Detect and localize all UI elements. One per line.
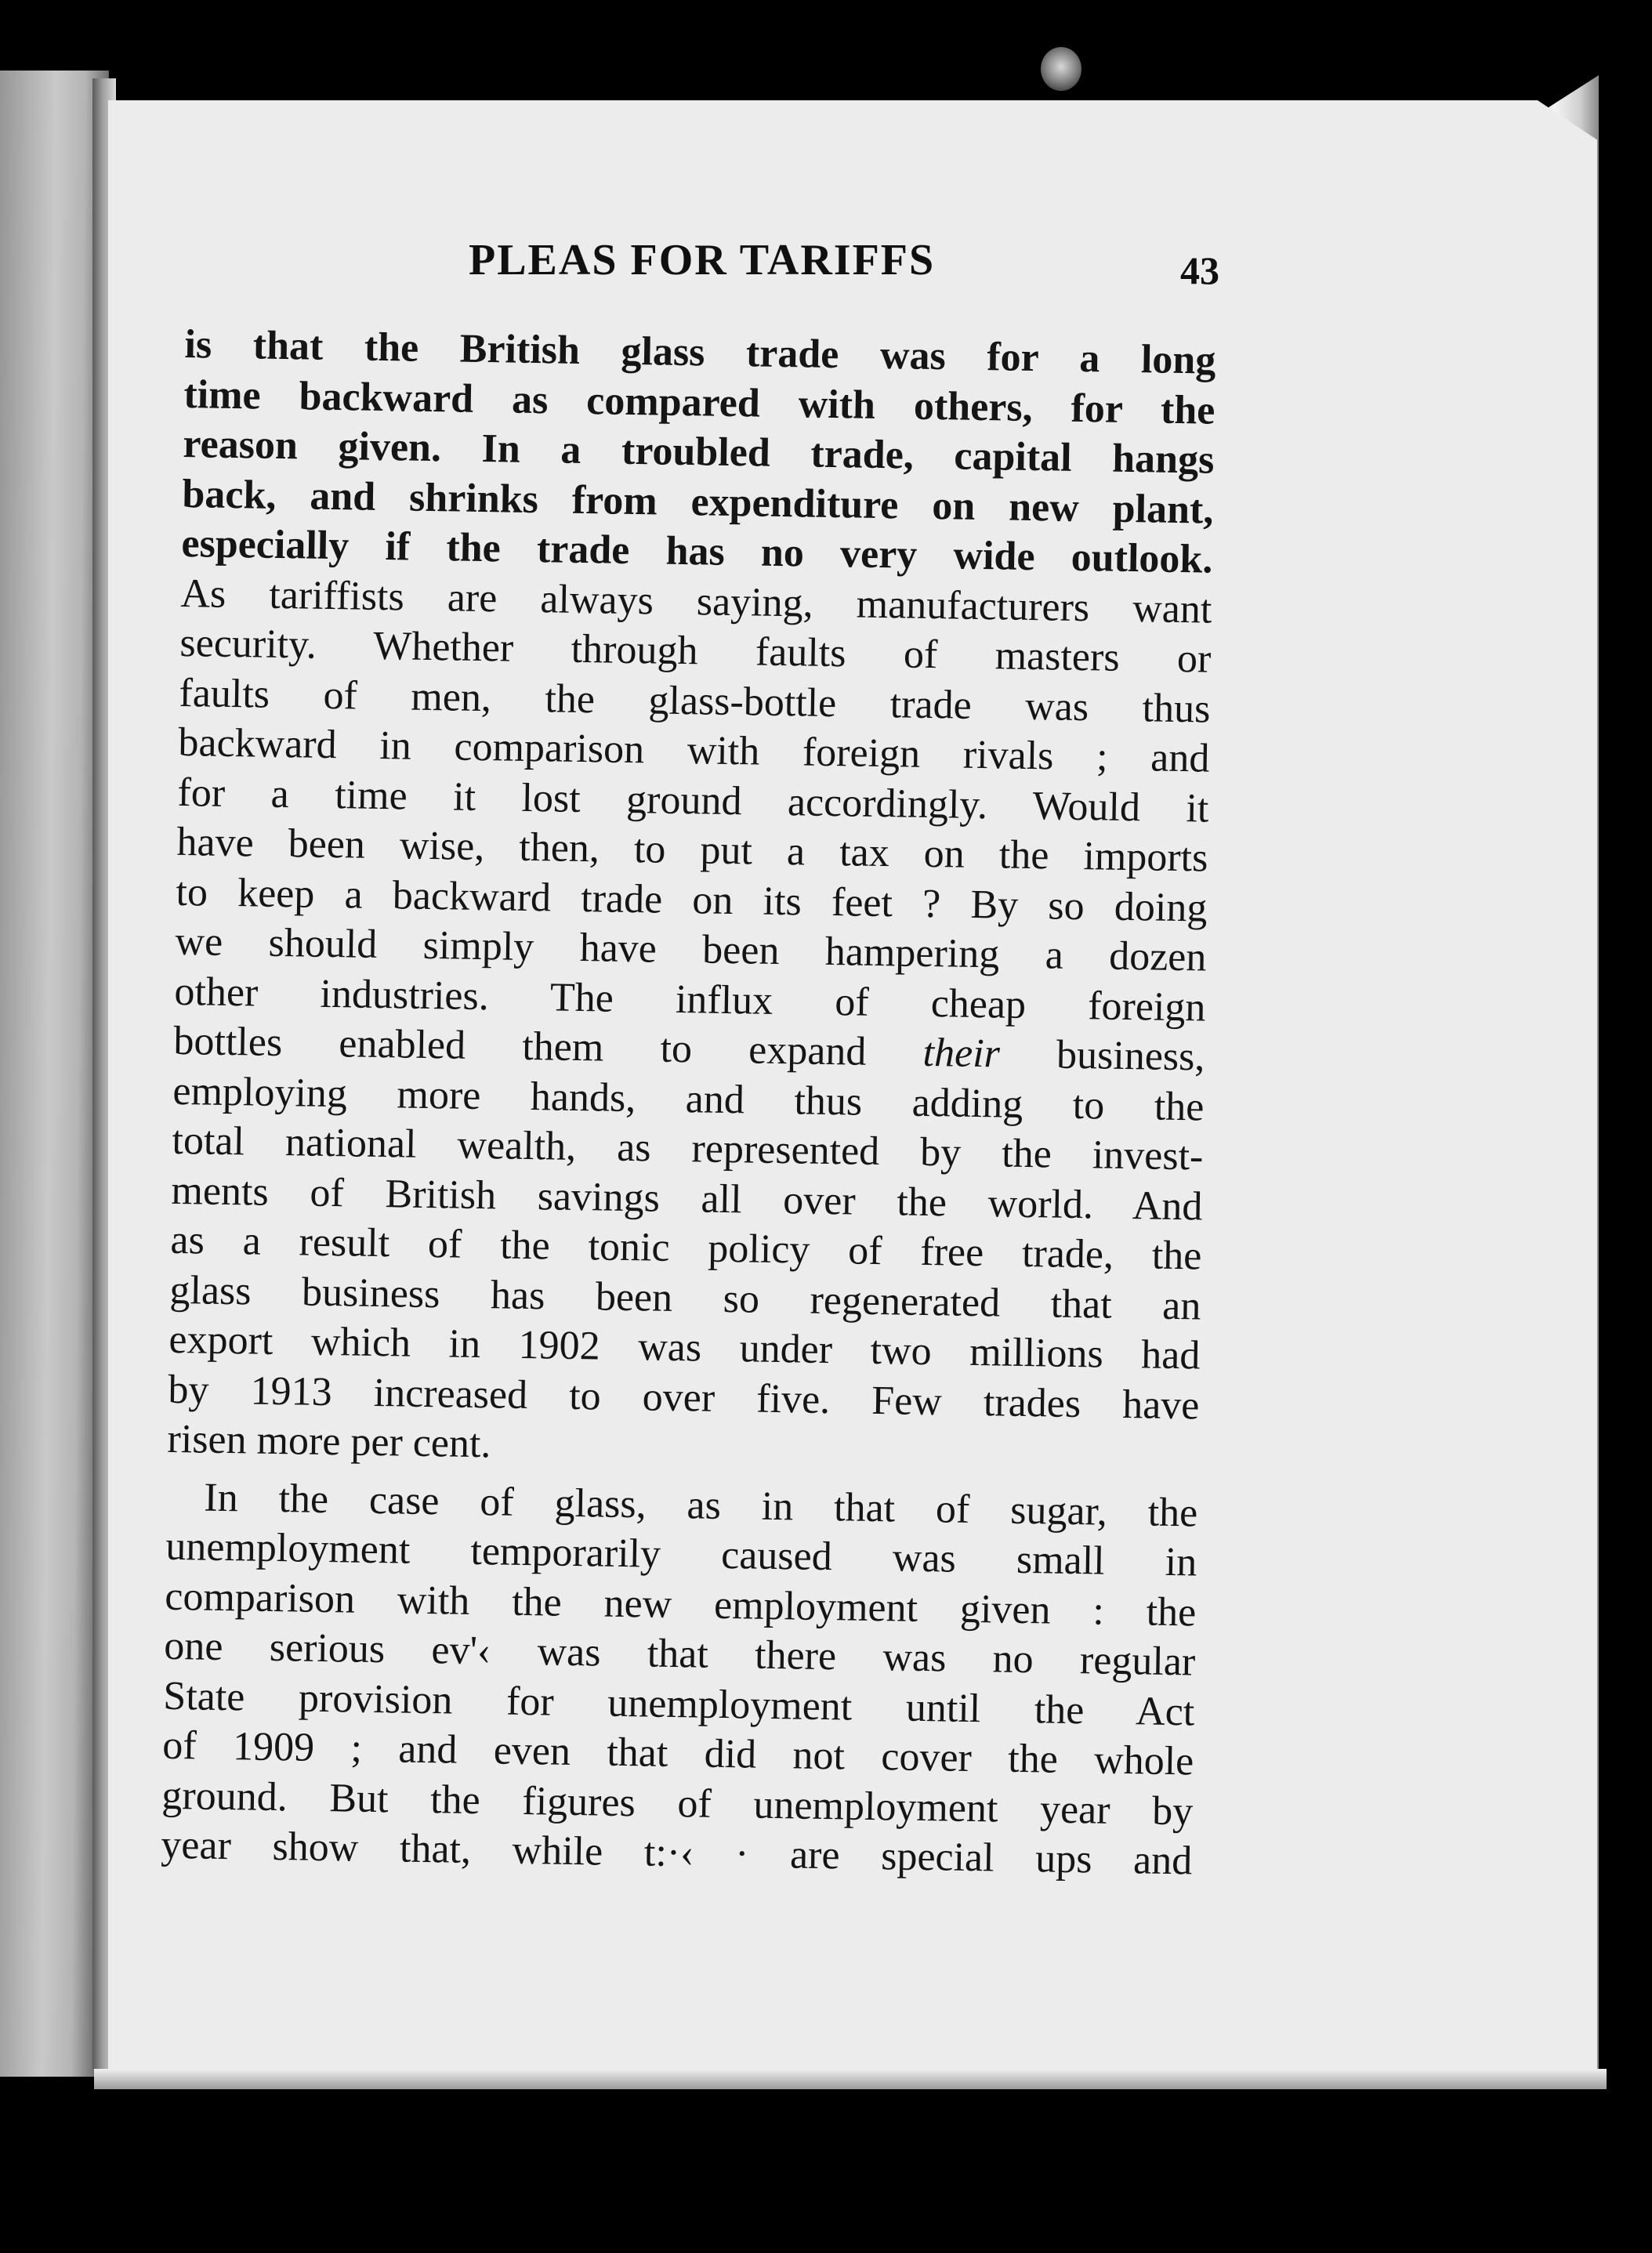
text-line: security. Whether through faults of masters or [179,620,1212,682]
text-line: export which in 1902 was under two millions had [168,1317,1201,1378]
text-line: total national wealth, as represented by the invest- [172,1117,1204,1179]
text-line: reason given. In a troubled trade, capital hangs [183,421,1215,483]
text-line: especially if the trade has no very wide outlook. [181,520,1213,582]
text-line: have been wise, then, to put a tax on the imports [176,819,1208,881]
text-line: of 1909 ; and even that did not cover the whole [161,1722,1194,1784]
text-line: unemployment temporarily caused was small in [165,1523,1197,1585]
text-line: by 1913 increased to over five. Few trades have [168,1367,1200,1428]
text-line: As tariffists are always saying, manufacturers want [180,570,1212,632]
text-line: ments of British savings all over the world. And [171,1168,1203,1230]
text-line: glass business has been so regenerated that an [169,1267,1201,1329]
text-line: State provision for unemployment until the Act [162,1673,1195,1734]
body-text [161,320,1216,1886]
text-line: time backward as compared with others, for the [183,371,1215,433]
text-line: as a result of the tonic policy of free trade, the [170,1217,1202,1279]
paragraph-first-line: In the case of glass, as in that of sugar, the [203,1475,1198,1535]
scan-blot [1041,47,1081,91]
italic-word: their [922,1030,1001,1077]
text-line: other industries. The influx of cheap foreign [174,969,1206,1031]
text-line: backward in comparison with foreign rivals ; and [178,719,1210,781]
text-line: one serious ev'‹ was that there was no regular [163,1623,1196,1685]
text-line: ground. But the figures of unemployment year by [161,1773,1194,1834]
text-line: for a time it lost ground accordingly. Would it [177,770,1209,831]
text-line: comparison with the new employment given : the [164,1574,1197,1635]
text-line: risen more per cent. [167,1416,491,1467]
text-line: to keep a backward trade on its feet ? By so doing [176,869,1208,931]
text-line: back, and shrinks from expenditure on new plant, [182,471,1214,533]
text-segment: bottles enabled them to expand [173,1018,867,1074]
text-line: employing more hands, and thus adding to the [172,1068,1205,1130]
text-line: we should simply have been hampering a dozen [175,918,1207,980]
running-head: PLEAS FOR TARIFFS [469,236,936,284]
text-line: is that the British glass trade was for a long [184,321,1216,383]
text-line: faults of men, the glass-bottle trade was thus [179,670,1211,732]
text-segment: business, [999,1031,1205,1080]
text-line: year show that, while t:·‹ · are special ups and [160,1822,1193,1884]
page-number: 43 [1180,248,1219,292]
page-bottom-edge [94,2069,1607,2089]
